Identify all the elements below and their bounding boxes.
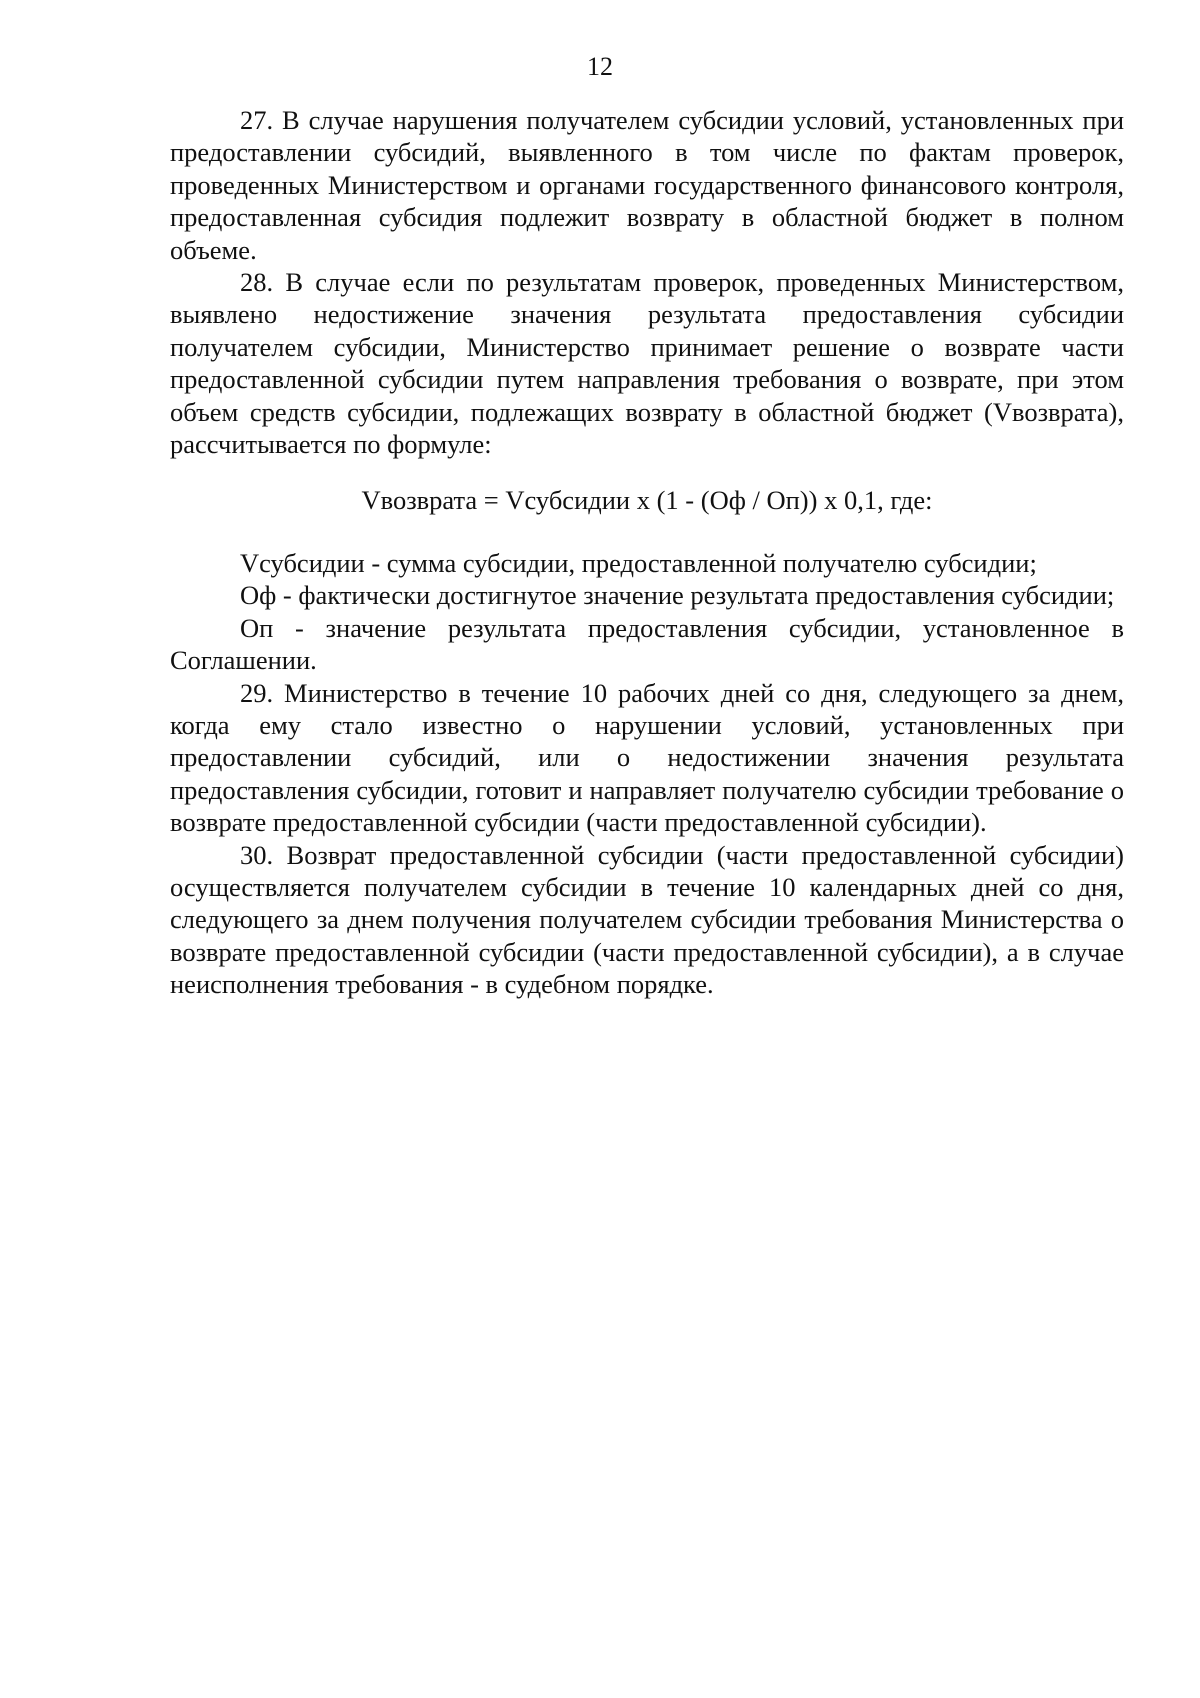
definition-of: Оф - фактически достигнутое значение результата предоставления субсидии; (240, 580, 1115, 611)
paragraph-29: 29. Министерство в течение 10 рабочих дней со дня, следующего за днем, когда ему стало известно о нарушении условий, установленных при предоставлении субсидий, или о недостижении значения результата предоставления субсидии, готовит и направляет получателю субсидии требование о возврате предоставленной субсидии (части предоставленной субсидии). (170, 677, 1124, 838)
formula: Vвозврата = Vсубсидии x (1 - (Оф / Оп)) x 0,1, где: (361, 485, 933, 516)
document-body (170, 104, 1124, 1001)
paragraph-27: 27. В случае нарушения получателем субсидии условий, установленных при предоставлении субсидий, выявленного в том числе по фактам проверок, проведенных Министерством и органами государственного финансового контроля, предоставленная субсидия подлежит возврату в областной бюджет в полном объеме. (170, 105, 1124, 265)
definition-v-subsidy: Vсубсидии - сумма субсидии, предоставленной получателю субсидии; (240, 547, 1037, 578)
page-number: 12 (587, 52, 613, 81)
definition-op: Оп - значение результата предоставления субсидии, установленное в Соглашении. (170, 612, 1124, 676)
paragraph-30: 30. Возврат предоставленной субсидии (части предоставленной субсидии) осуществляется получателем субсидии в течение 10 календарных дней со дня, следующего за днем получения получателем субсидии требования Министерства о возврате предоставленной субсидии (части предоставленной субсидии), а в случае неисполнения требования - в судебном порядке. (170, 839, 1124, 1000)
paragraph-28: 28. В случае если по результатам проверок, проведенных Министерством, выявлено недостижение значения результата предоставления субсидии получателем субсидии, Министерство принимает решение о возврате части предоставленной субсидии путем направления требования о возврате, при этом объем средств субсидии, подлежащих возврату в областной бюджет (Vвозврата), рассчитывается по формуле: (170, 267, 1124, 460)
